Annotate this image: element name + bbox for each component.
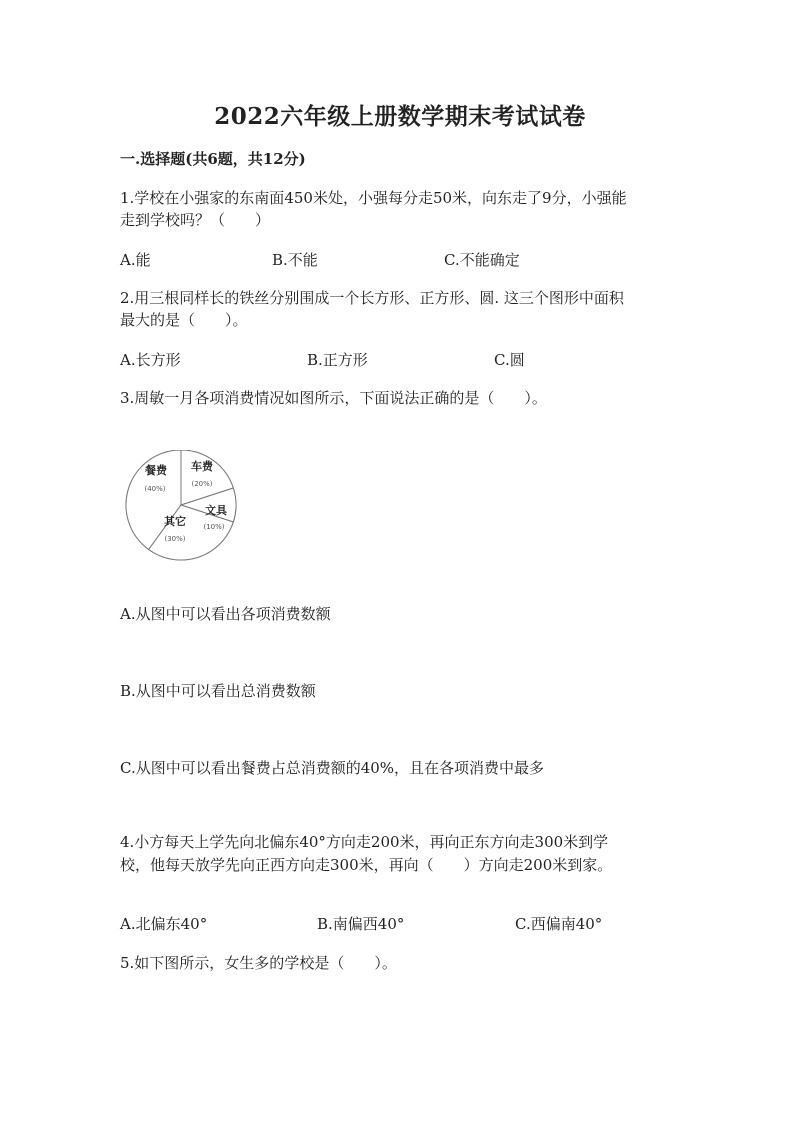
pie-pct-label-3: (10%) <box>203 523 225 531</box>
q1-option-b[interactable]: B.不能 <box>272 251 318 269</box>
q1-option-c[interactable]: C.不能确定 <box>444 251 520 269</box>
pie-label-4: 其它 <box>164 515 186 528</box>
q1-line-1: 1.学校在小强家的东南面450米处，小强每分走50米，向东走了9分，小强能 <box>120 189 627 207</box>
pie-label-2: 车费 <box>191 460 213 473</box>
q1-option-a[interactable]: A.能 <box>120 251 151 269</box>
consumption-pie-chart <box>118 450 248 565</box>
pie-svg <box>118 450 248 565</box>
q3-option-b[interactable]: B.从图中可以看出总消费数额 <box>120 682 316 700</box>
q5-line-1: 5.如下图所示，女生多的学校是（ ）。 <box>120 954 397 972</box>
q4-line-1: 4.小方每天上学先向北偏东40°方向走200米，再向正东方向走300米到学 <box>120 833 609 851</box>
pie-pct-label-2: (20%) <box>191 480 213 488</box>
section-heading: 一.选择题(共6题，共12分) <box>120 150 306 168</box>
q2-option-b[interactable]: B.正方形 <box>307 351 368 369</box>
page-title: 2022六年级上册数学期末考试试卷 <box>214 103 586 130</box>
q3-option-a[interactable]: A.从图中可以看出各项消费数额 <box>120 605 331 623</box>
q3-line-1: 3.周敏一月各项消费情况如图所示，下面说法正确的是（ ）。 <box>120 389 547 407</box>
q4-option-b[interactable]: B.南偏西40° <box>317 915 405 933</box>
q1-line-2: 走到学校吗？（ ） <box>120 211 271 229</box>
pie-pct-label-1: (40%) <box>144 485 166 493</box>
q4-option-c[interactable]: C.西偏南40° <box>515 915 603 933</box>
pie-label-3: 文具 <box>205 504 227 517</box>
pie-label-1: 餐费 <box>145 464 167 477</box>
pie-pct-label-4: (30%) <box>164 535 186 543</box>
q3-option-c[interactable]: C.从图中可以看出餐费占总消费额的40%，且在各项消费中最多 <box>120 759 545 777</box>
q2-line-2: 最大的是（ ）。 <box>120 311 248 329</box>
q4-option-a[interactable]: A.北偏东40° <box>120 915 208 933</box>
q2-option-c[interactable]: C.圆 <box>494 351 525 369</box>
q2-option-a[interactable]: A.长方形 <box>120 351 181 369</box>
q4-line-2: 校，他每天放学先向正西方向走300米，再向（ ）方向走200米到家。 <box>120 856 613 874</box>
q2-line-1: 2.用三根同样长的铁丝分别围成一个长方形、正方形、圆. 这三个图形中面积 <box>120 289 624 307</box>
